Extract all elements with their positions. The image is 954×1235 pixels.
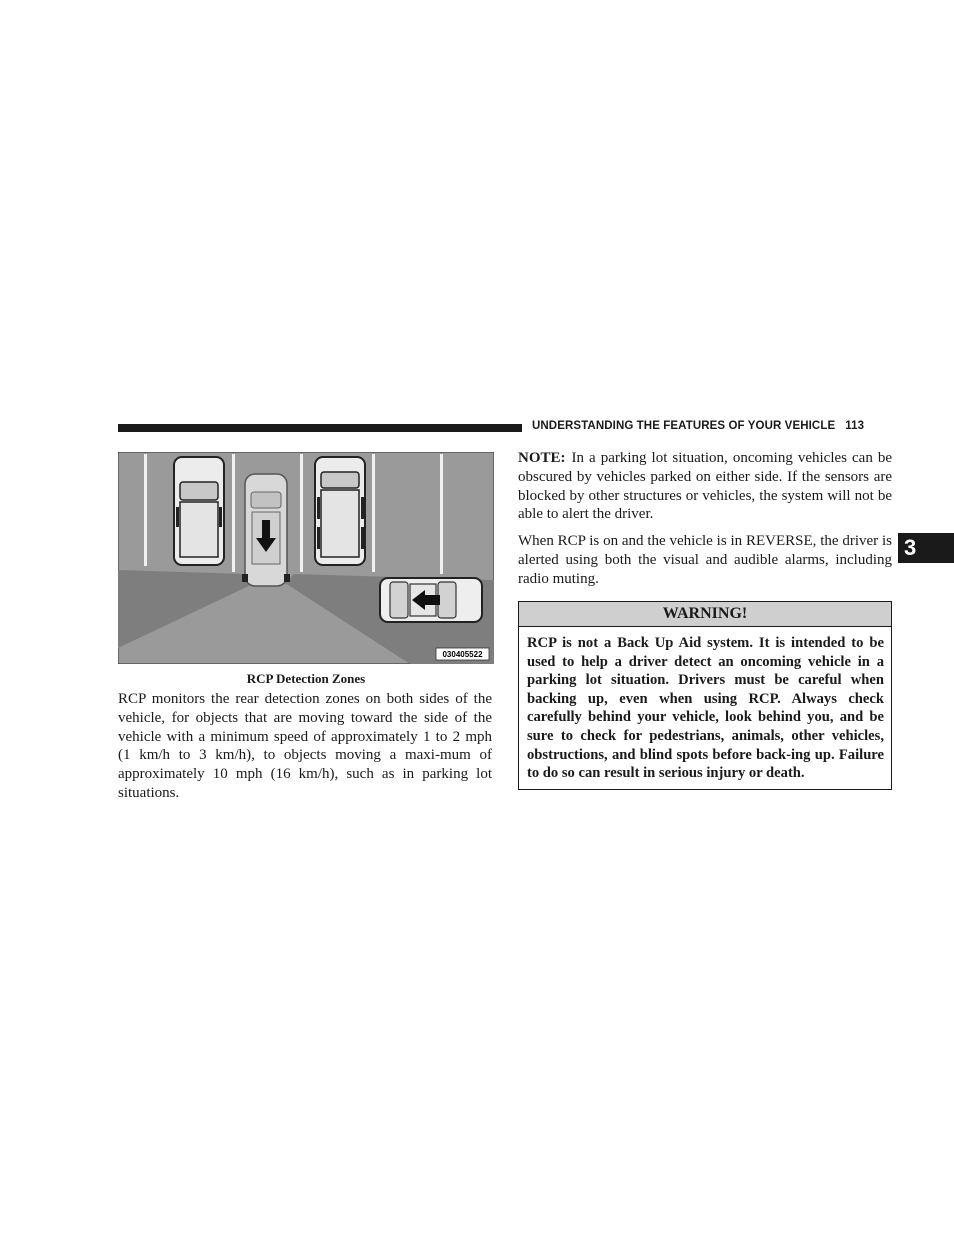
section-title: UNDERSTANDING THE FEATURES OF YOUR VEHICLE (532, 420, 836, 432)
running-header (532, 420, 892, 432)
warning-text: RCP is not a Back Up Aid system. It is intended to be used to help a driver detect an oncoming vehicle in a parking lot situation. Drivers must be careful when backing up, even when using RCP. Always check carefully behind your vehicle, look behind you, and be sure to check for pedestrians, animals, other vehicles, obstructions, and blind spots before back-ing up. Failure to do so can result in serious injury or death. (527, 635, 884, 782)
reversing-vehicle (242, 474, 290, 586)
figure-id-code: 030405522 (442, 650, 483, 659)
parked-vehicle-left (174, 457, 224, 565)
oncoming-vehicle (380, 578, 482, 622)
warning-title: WARNING! (519, 602, 891, 627)
rcp-detection-zones-figure (118, 452, 494, 664)
parked-vehicle-right (315, 457, 365, 565)
figure-caption: RCP Detection Zones (246, 671, 366, 686)
note-paragraph (518, 449, 892, 524)
page-number: 113 (845, 420, 865, 432)
warning-box (518, 601, 892, 790)
header-rule (118, 424, 522, 432)
parking-lot-illustration (118, 452, 494, 664)
rcp-monitor-paragraph: RCP monitors the rear detection zones on both sides of the vehicle, for objects that are moving toward the side of the vehicle with a minimum speed of approximately 1 to 2 mph (1 km/h to 3 km/h), to objects moving a maxi-mum of approximately 10 mph (16 km/h), such as in parking lot situations. (118, 691, 492, 801)
chapter-tab: 3 (898, 533, 954, 563)
note-text: In a parking lot situation, oncoming vehicles can be obscured by vehicles parked on either side. If the sensors are blocked by other structures or vehicles, the system will not be able to alert the driver. (518, 450, 892, 523)
reverse-paragraph: When RCP is on and the vehicle is in REVERSE, the driver is alerted using both the visual and audible alarms, including radio muting. (518, 533, 892, 587)
note-label: NOTE: (518, 450, 566, 466)
